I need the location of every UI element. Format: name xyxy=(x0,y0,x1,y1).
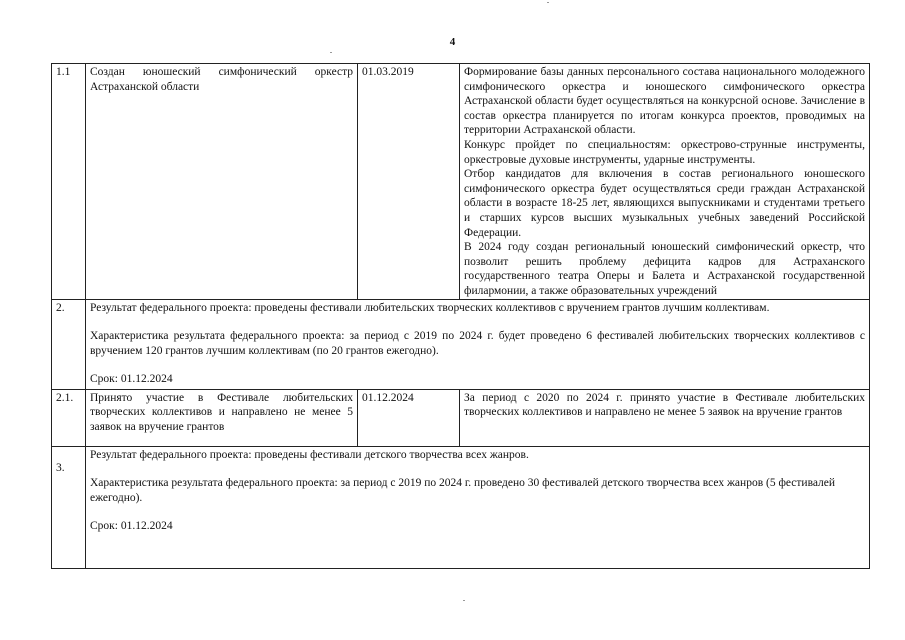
scan-speck xyxy=(330,52,332,53)
event-date: 01.03.2019 xyxy=(358,64,460,300)
federal-result: Результат федерального проекта: проведены фестивали любительских творческих коллективов с вручением грантов лучшим коллективам. xyxy=(90,301,770,314)
result-characteristic: Характеристика результата федерального проекта: за период с 2019 по 2024 г. проведено 30 фестивалей детского творчества всех жанров (5 фестивалей ежегодно). xyxy=(90,477,836,504)
result-deadline: Срок: 01.12.2024 xyxy=(90,520,173,533)
table-row-2 xyxy=(52,299,870,389)
plan-table xyxy=(51,63,870,569)
table-row-2-1 xyxy=(52,389,870,446)
row-number: 2. xyxy=(52,299,86,389)
row-number: 1.1 xyxy=(52,64,86,300)
result-characteristic: Характеристика результата федерального проекта: за период с 2019 по 2024 г. будет проведено 6 фестивалей любительских творческих коллективов с вручением 120 грантов лучшим коллективам (по 20 грантов ежегодно). xyxy=(90,330,865,357)
description-paragraph: Отбор кандидатов для включения в состав регионального юношеского симфонического оркестра будет осуществляться среди граждан Астраханской области в возрасте 18-25 лет, являющихся выпускниками и студентами третьего и старших курсов высших музыкальных учебных заведений Российской Федерации. xyxy=(464,168,865,239)
row-number: 3. xyxy=(52,446,86,568)
page-number: 4 xyxy=(449,36,456,48)
event-title: Создан юношеский симфонический оркестр Астраханской области xyxy=(86,64,358,300)
event-date: 01.12.2024 xyxy=(358,389,460,446)
event-description xyxy=(460,64,870,300)
result-deadline: Срок: 01.12.2024 xyxy=(90,373,173,386)
description-paragraph: Формирование базы данных персонального состава национального молодежного симфонического оркестра и юношеского симфонического оркестра Астраханской области будет осуществляться на конкурсной основе. Зачисление в состав оркестра планируется по итогам конкурса проектов, проводимых на территории Астраханской области. xyxy=(464,66,865,137)
description-paragraph: Конкурс пройдет по специальностям: оркестрово-струнные инструменты, оркестровые духовые инструменты, ударные инструменты. xyxy=(464,138,865,166)
event-description: За период с 2020 по 2024 г. принято участие в Фестивале любительских творческих коллективов и направлено не менее 5 заявок на вручение грантов xyxy=(460,389,870,446)
scan-speck xyxy=(547,2,549,3)
scan-speck xyxy=(463,600,465,601)
federal-result-block xyxy=(86,299,870,389)
table-row-3 xyxy=(52,446,870,568)
description-paragraph: В 2024 году создан региональный юношеский симфонический оркестр, что позволит решить проблему дефицита кадров для Астраханского государственного театра Оперы и Балета и Астраханской государственной филармонии, а также образовательных учреждений xyxy=(464,241,865,297)
federal-result-block xyxy=(86,446,870,568)
federal-result: Результат федерального проекта: проведены фестивали детского творчества всех жанров. xyxy=(90,448,529,461)
row-number: 2.1. xyxy=(52,389,86,446)
table-row-1-1 xyxy=(52,64,870,300)
event-title: Принято участие в Фестивале любительских творческих коллективов и направлено не менее 5 заявок на вручение грантов xyxy=(86,389,358,446)
